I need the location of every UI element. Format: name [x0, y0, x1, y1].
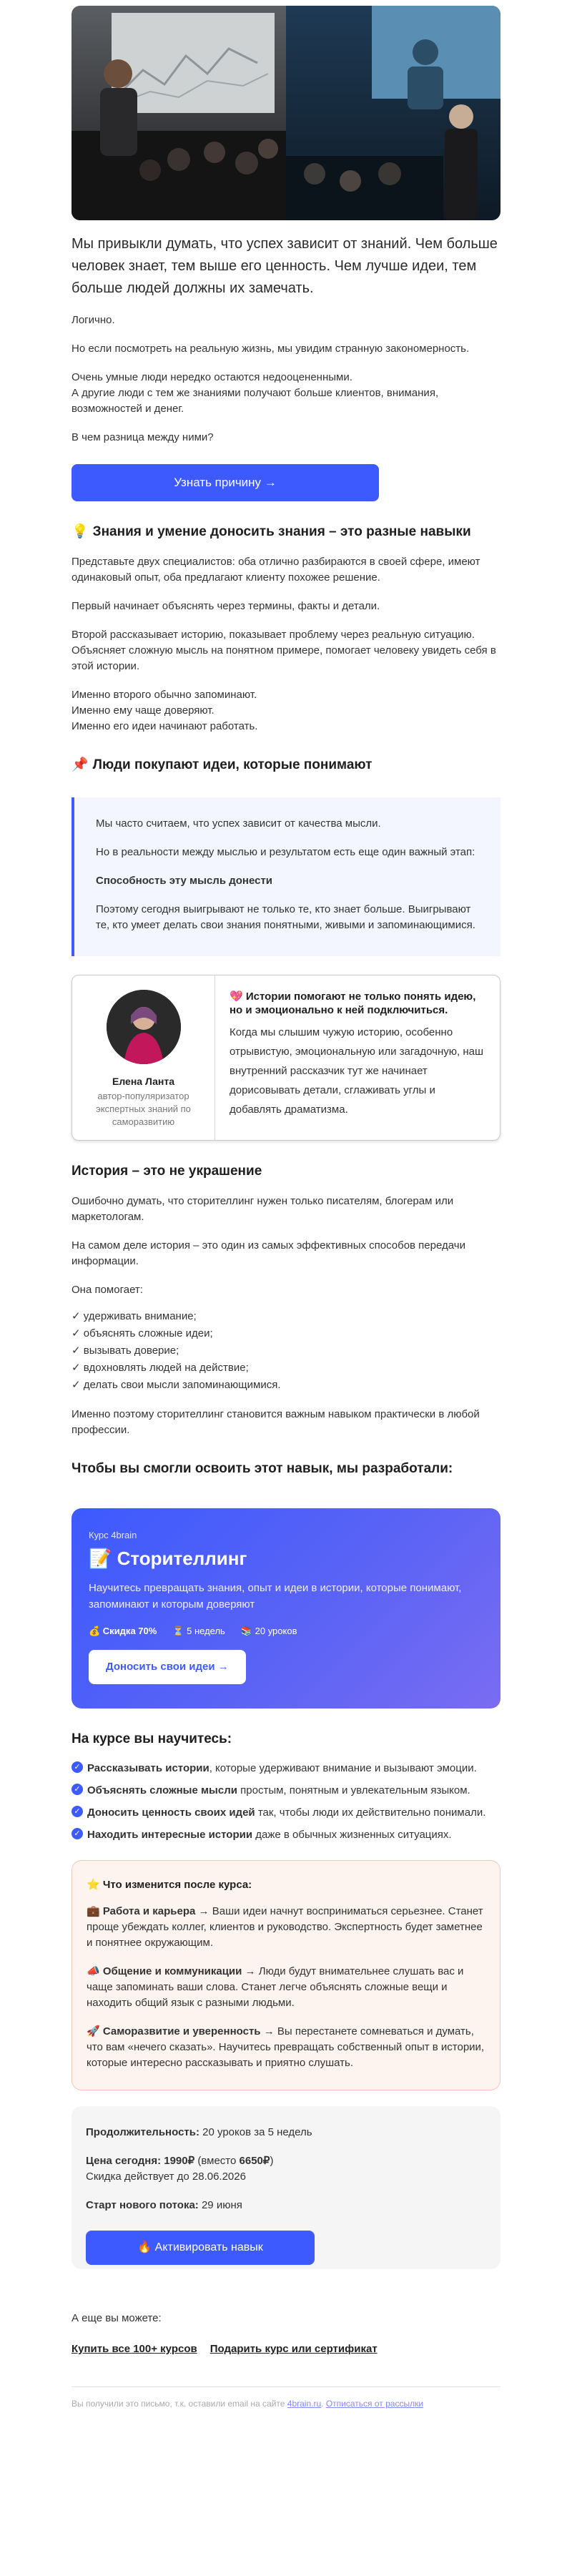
author-name: Елена Ланта — [112, 1076, 175, 1087]
list-item-text: так, чтобы люди их действительно понимали. — [255, 1806, 486, 1819]
section-text: Именно поэтому сторителлинг становится важным навыком практически в любой профессии. — [72, 1408, 480, 1436]
intro-question: В чем разница между ними? — [72, 431, 214, 443]
arrow-icon: → — [195, 1905, 212, 1917]
changes-title: ⭐ Что изменится после курса: — [87, 1879, 252, 1891]
section-text: Ошибочно думать, что сторителлинг нужен только писателям, блогерам или маркетологам. — [72, 1195, 454, 1223]
arrow-icon: → — [260, 2025, 277, 2037]
gift-course-link[interactable]: Подарить курс или сертификат — [209, 2343, 378, 2355]
site-link[interactable]: 4brain.ru — [287, 2399, 322, 2409]
section-text — [72, 687, 500, 734]
change-item-head: 📣 Общение и коммуникации — [87, 1965, 242, 1977]
author-profile — [72, 975, 215, 1140]
discount-badge: 💰 Скидка 70% — [89, 1626, 157, 1636]
section-line: Именно второго обычно запоминают. — [72, 689, 257, 701]
more-options-text: А еще вы можете: — [72, 2312, 162, 2324]
offer-summary — [72, 2106, 500, 2269]
list-item-text: простым, понятным и увлекательным языком. — [237, 1784, 470, 1796]
section-title — [72, 756, 500, 775]
change-item-head: 💼 Работа и карьера — [87, 1905, 196, 1917]
quote-text: Поэтому сегодня выигрывают не только те, кто знает больше. Выигрывают те, кто умеет делать свои знания понятными, живыми и запоминающимися. — [96, 903, 475, 931]
list-item: ✓ удерживать внимание; — [72, 1310, 197, 1322]
footer-dot: . — [321, 2399, 326, 2409]
duration-line — [86, 2125, 486, 2140]
check-icon: ✓ — [72, 1828, 83, 1839]
list-item-text: , которые удерживают внимание и вызывают эмоции. — [209, 1762, 477, 1774]
memo-icon: 📝 — [89, 1548, 112, 1569]
unsubscribe-link[interactable]: Отписаться от рассылки — [325, 2399, 424, 2409]
section-text: Она помогает: — [72, 1284, 143, 1296]
buy-all-courses-link[interactable]: Купить все 100+ курсов — [72, 2343, 197, 2355]
change-item-text: Вы перестанете сомневаться и думать, что вам «нечего сказать». Научитесь превращать собственный опыт в истории, которые интересно рассказывать и приятно слушать. — [87, 2025, 485, 2069]
section-text: Первый начинает объяснять через термины, факты и детали. — [72, 600, 380, 612]
section-line: Именно ему чаще доверяют. — [72, 704, 214, 717]
change-item-text: Люди будут внимательнее слушать вас и чаще запоминать ваши слова. Станет легче объяснять сложные вещи и находить общий язык с разными людьми. — [87, 1965, 464, 2009]
change-item-text: Ваши идеи начнут восприниматься серьезнее. Станет проще убеждать коллег, клиентов и руководство. Экспертность будет заметнее и понятнее окружающим. — [87, 1905, 483, 1949]
author-photo — [107, 990, 181, 1064]
section-title: Чтобы вы смогли освоить этот навык, мы разработали: — [72, 1461, 453, 1476]
author-quote-title: 💖 Истории помогают не только понять идею, но и эмоционально к ней подключиться. — [230, 990, 476, 1016]
footer-text: Вы получили это письмо, т.к. оставили email на сайте — [72, 2399, 287, 2409]
extra-links — [72, 2343, 500, 2355]
section-text: Представьте двух специалистов: оба отлично разбираются в своей сфере, имеют одинаковый опыт, оба предлагают клиенту похожее решение. — [72, 556, 480, 584]
list-item-bold: Объяснять сложные мысли — [87, 1784, 237, 1796]
course-title-text: Сторителлинг — [117, 1548, 247, 1569]
price-end: ) — [270, 2155, 274, 2167]
section-title-text: Люди покупают идеи, которые понимают — [92, 757, 373, 772]
duration-badge: ⏳ 5 недель — [172, 1626, 225, 1636]
list-item-bold: Находить интересные истории — [87, 1829, 253, 1841]
list-item: ✓ объяснять сложные идеи; — [72, 1327, 213, 1339]
check-icon: ✓ — [72, 1784, 83, 1795]
course-kicker: Курс 4brain — [89, 1530, 137, 1540]
deadline: Скидка действует до 28.06.2026 — [86, 2171, 246, 2183]
change-item — [87, 1964, 485, 2011]
quote-block — [72, 797, 500, 956]
list-item — [72, 1782, 500, 1799]
avatar — [107, 990, 181, 1064]
list-item-bold: Рассказывать истории — [87, 1762, 209, 1774]
start-value: 29 июня — [198, 2199, 242, 2211]
course-meta — [89, 1626, 483, 1637]
price-label: Цена сегодня: 1990₽ — [86, 2155, 195, 2167]
check-icon: ✓ — [72, 1806, 83, 1817]
activate-skill-button[interactable]: 🔥 Активировать навык — [86, 2231, 315, 2265]
section-text: На самом деле история – это один из самых эффективных способов передачи информации. — [72, 1239, 465, 1267]
section-title — [72, 523, 500, 541]
arrow-icon: → — [242, 1965, 259, 1977]
duration-value: 20 уроков за 5 недель — [199, 2126, 312, 2138]
old-price: 6650₽ — [239, 2155, 270, 2167]
hero-photo — [72, 6, 500, 220]
quote-text: Но в реальности между мыслью и результатом есть еще один важный этап: — [96, 846, 475, 858]
list-item-text: даже в обычных жизненных ситуациях. — [252, 1829, 452, 1841]
course-title — [89, 1548, 483, 1570]
price-line — [86, 2153, 486, 2185]
quote-text: Мы часто считаем, что успех зависит от качества мысли. — [96, 817, 381, 830]
author-role: автор-популяризатор экспертных знаний по саморазвитию — [96, 1091, 191, 1127]
author-quote-text: Когда мы слышим чужую историю, особенно отрывистую, эмоциональную или загадочную, наш внутренний рассказчик тут же начинает дорисовывать детали, сглаживать углы и добавлять драматизма. — [230, 1026, 483, 1116]
quote-highlight: Способность эту мысль донести — [96, 875, 273, 887]
course-description: Научитесь превращать знания, опыт и идеи в истории, которые понимают, запоминают и которым доверяют — [89, 1582, 462, 1611]
section-title-text: Знания и умение доносить знания – это разные навыки — [92, 524, 471, 539]
start-line — [86, 2198, 486, 2213]
section-title: На курсе вы научитесь: — [72, 1731, 232, 1746]
benefits-list — [72, 1308, 500, 1394]
intro-line: Очень умные люди нередко остаются недооцененными. — [72, 371, 352, 383]
check-icon: ✓ — [72, 1761, 83, 1773]
lightbulb-icon: 💡 — [72, 524, 89, 539]
intro-line: А другие люди с тем же знаниями получают больше клиентов, внимания, возможностей и денег. — [72, 387, 439, 415]
learn-list — [72, 1760, 500, 1843]
list-item: ✓ делать свои мысли запоминающимися. — [72, 1379, 281, 1391]
list-item: ✓ вдохновлять людей на действие; — [72, 1362, 249, 1374]
list-item: ✓ вызывать доверие; — [72, 1344, 179, 1357]
author-quote — [215, 975, 500, 1140]
learn-reason-button[interactable]: Узнать причину → — [72, 464, 379, 501]
list-item-bold: Доносить ценность своих идей — [87, 1806, 255, 1819]
course-card — [72, 1508, 500, 1709]
change-item-head: 🚀 Саморазвитие и уверенность — [87, 2025, 261, 2037]
course-cta-button[interactable]: Доносить свои идеи → — [89, 1650, 246, 1684]
author-card — [72, 975, 500, 1141]
changes-block — [72, 1860, 500, 2090]
section-text: Второй рассказывает историю, показывает проблему через реальную ситуацию. Объясняет сложную мысль на понятном примере, помогает человеку увидеть себя в этой истории. — [72, 629, 496, 672]
list-item — [72, 1804, 500, 1821]
intro-text: Но если посмотреть на реальную жизнь, мы увидим странную закономерность. — [72, 343, 470, 355]
duration-label: Продолжительность: — [86, 2126, 199, 2138]
change-item — [87, 1904, 485, 1951]
section-title: История – это не украшение — [72, 1164, 262, 1179]
start-label: Старт нового потока: — [86, 2199, 199, 2211]
change-item — [87, 2024, 485, 2071]
footer — [72, 2386, 500, 2416]
lessons-badge: 📚 20 уроков — [240, 1626, 297, 1636]
section-line: Именно его идеи начинают работать. — [72, 720, 258, 732]
price-mid: (вместо — [194, 2155, 240, 2167]
intro-lead: Мы привыкли думать, что успех зависит от знаний. Чем больше человек знает, тем выше его ценность. Чем лучше идеи, тем больше людей должны их замечать. — [72, 236, 498, 296]
list-item — [72, 1760, 500, 1776]
hero-image — [72, 6, 500, 220]
intro-text: Логично. — [72, 314, 115, 326]
intro-text — [72, 370, 500, 417]
pushpin-icon: 📌 — [72, 757, 89, 772]
email-body — [72, 0, 500, 2416]
list-item — [72, 1827, 500, 1843]
